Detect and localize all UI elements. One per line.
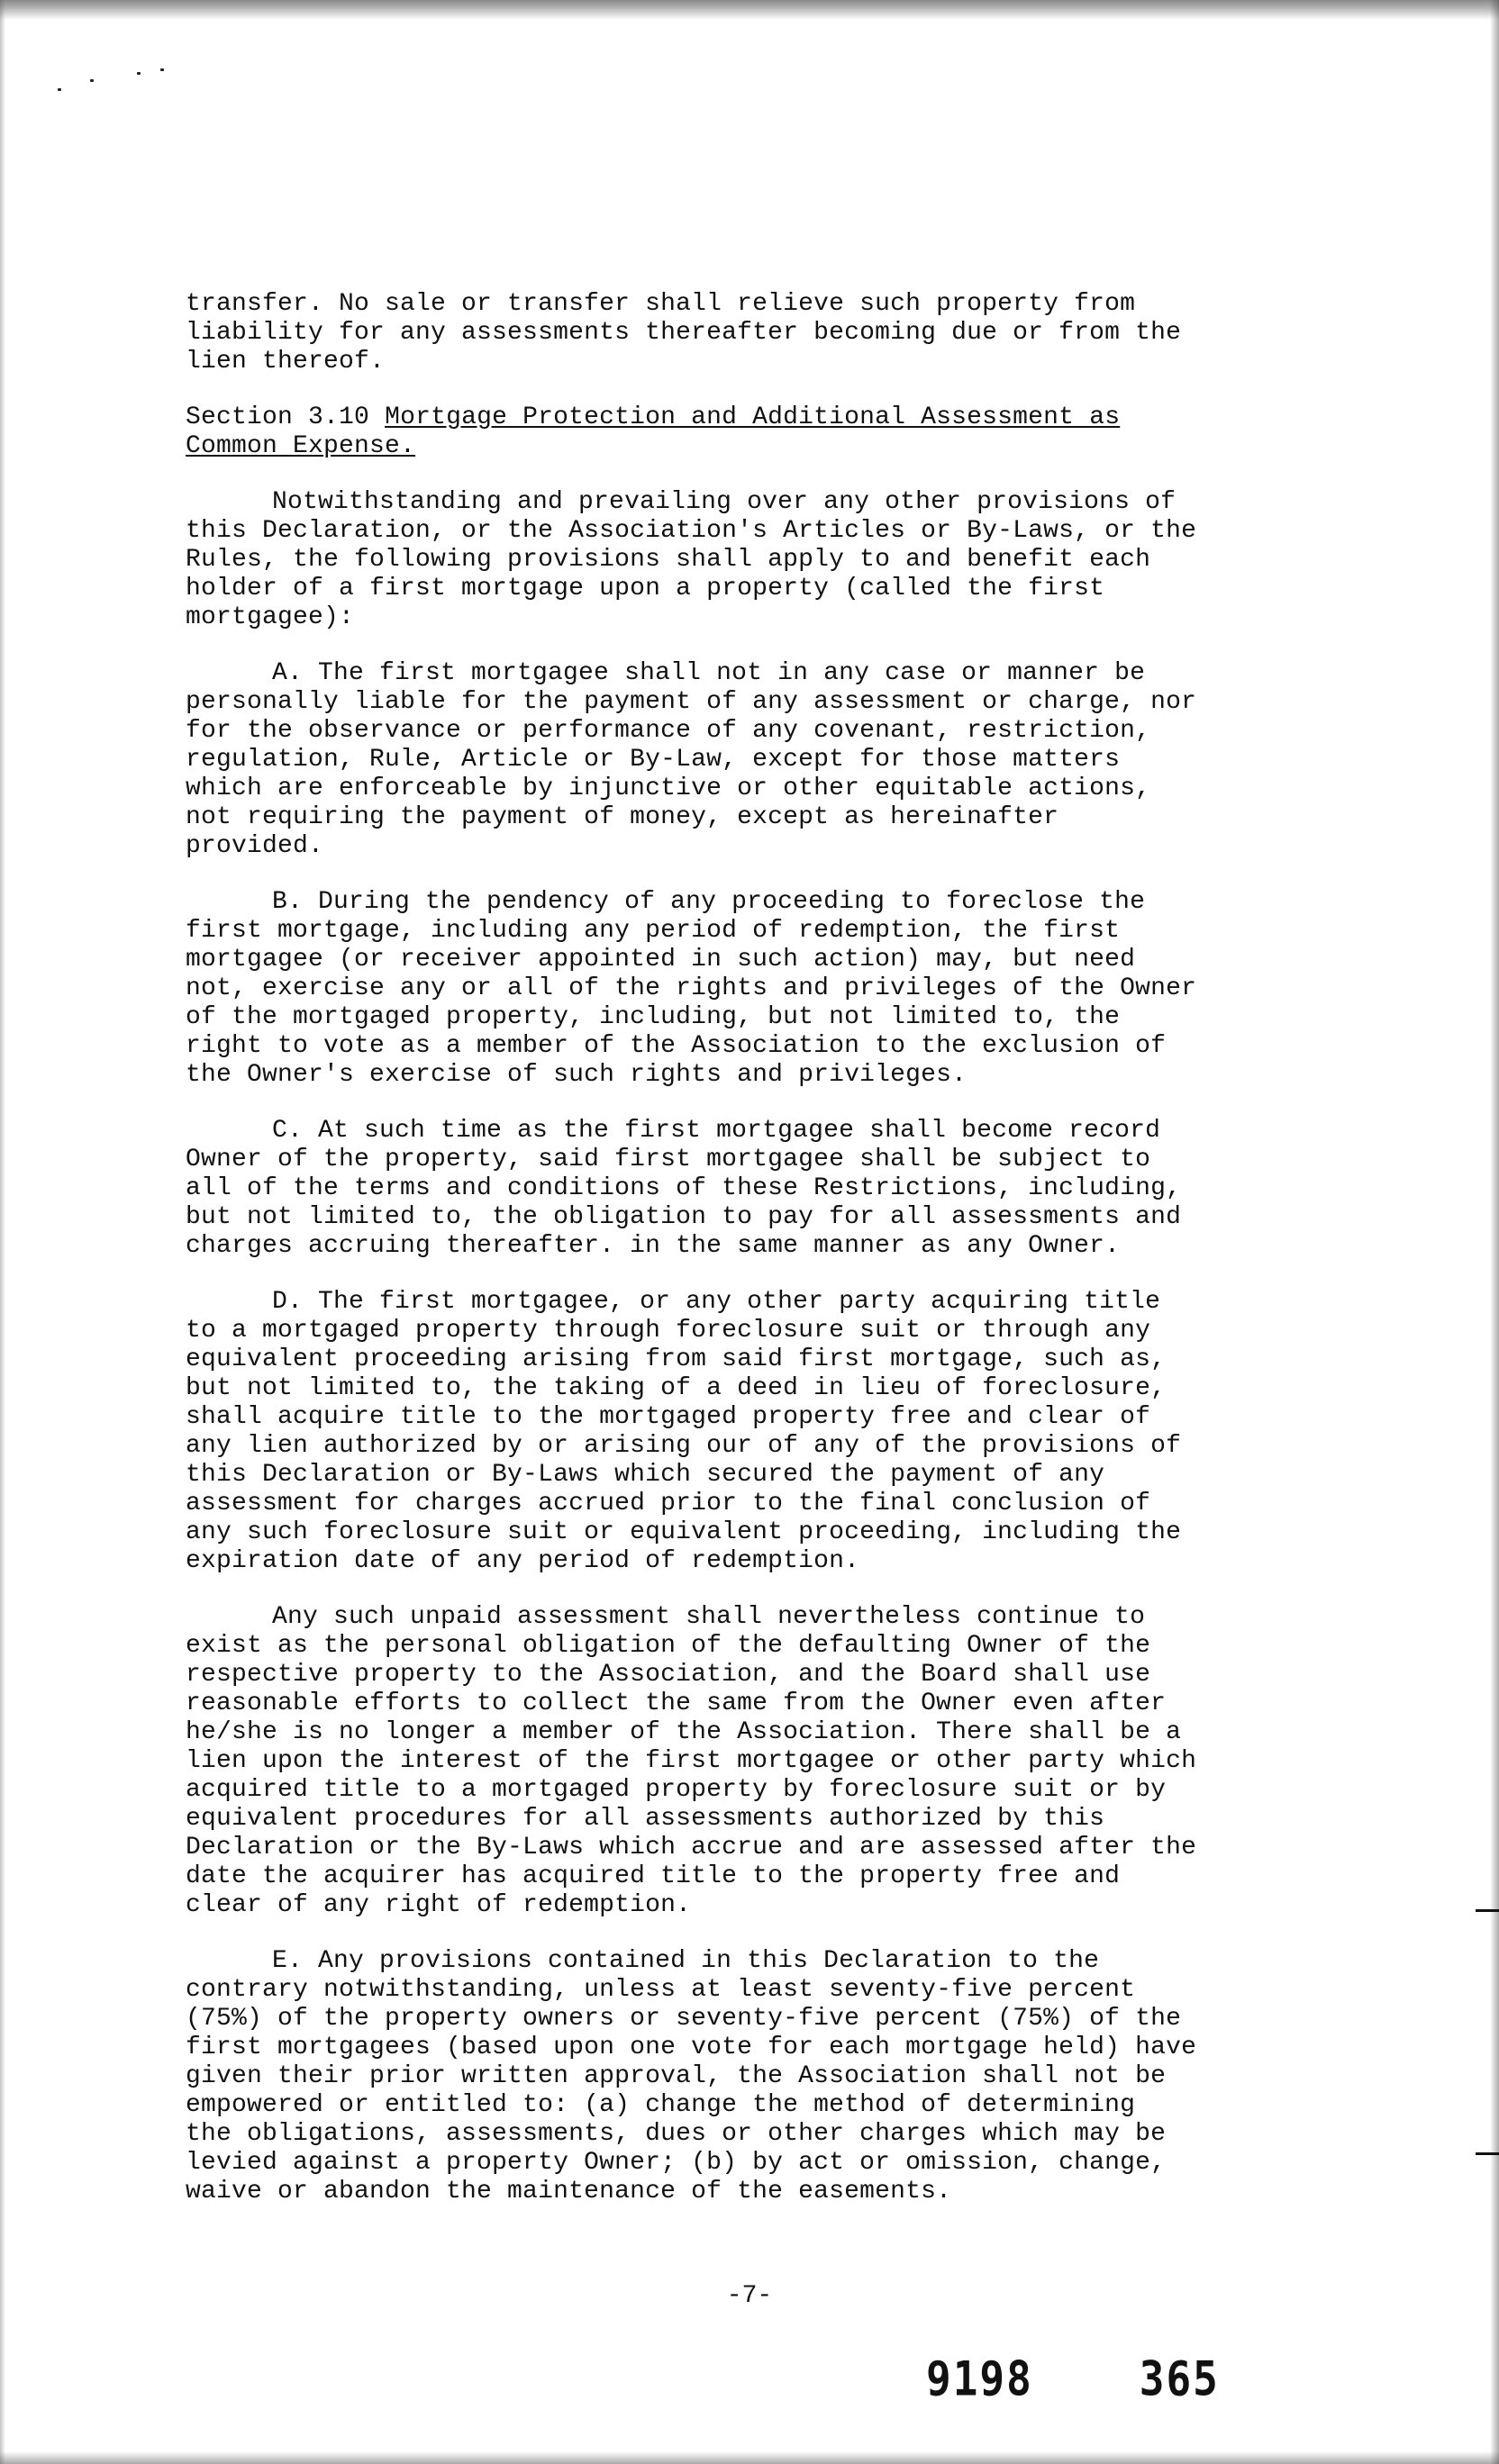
paragraph-b: B. During the pendency of any proceeding to foreclose the first mortgage, including any period of redemption, the first mortgagee (or receiver appointed in such action) may, but need not, exercise any or all of the rights and privileges of the Owner of the mortgaged property, including, but not limited to, the right to vote as a member of the Association to the exclusion of the Owner's exercise of such rights and privileges. bbox=[186, 888, 1197, 1089]
scan-speck bbox=[160, 68, 164, 71]
scan-margin-mark bbox=[1476, 1909, 1499, 1912]
recording-page-number: 365 bbox=[1139, 2351, 1220, 2407]
book-number: 9198 bbox=[926, 2351, 1033, 2407]
page-number: -7- bbox=[726, 2282, 773, 2310]
opening-paragraph: transfer. No sale or transfer shall relieve such property from liability for any assessments thereafter becoming due or from the lien thereof. bbox=[186, 290, 1182, 376]
scan-speck bbox=[90, 79, 94, 82]
scan-speck bbox=[137, 72, 141, 75]
section-title: Mortgage Protection and Additional Assessment as Common Expense. bbox=[186, 403, 1121, 460]
scan-speck bbox=[58, 88, 61, 91]
scan-edge-left bbox=[0, 0, 5, 2464]
document-body bbox=[186, 290, 1339, 2233]
book-page-stamp bbox=[926, 2351, 1220, 2406]
scan-margin-mark bbox=[1476, 2152, 1499, 2155]
paragraph-d: D. The first mortgagee, or any other party acquiring title to a mortgaged property through foreclosure suit or through any equivalent proceeding arising from said first mortgage, such as, but not limited to, the taking of a deed in lieu of foreclosure, shall acquire title to the mortgaged property free and clear of any lien authorized by or arising our of any of the provisions of this Declaration or By-Laws which secured the payment of any assessment for charges accrued prior to the final conclusion of any such foreclosure suit or equivalent proceeding, including the expiration date of any period of redemption. bbox=[186, 1288, 1182, 1575]
paragraph-a: A. The first mortgagee shall not in any case or manner be personally liable for the payment of any assessment or charge, nor for the observance or performance of any covenant, restriction, regulation, Rule, Article or By-Law, except for those matters which are enforceable by injunctive or other equitable actions, not requiring the payment of money, except as hereinafter provided. bbox=[186, 659, 1197, 860]
scan-edge-right bbox=[1490, 0, 1499, 2464]
scan-edge-top bbox=[0, 0, 1499, 20]
section-heading bbox=[186, 403, 1339, 461]
scan-edge-bottom bbox=[0, 2451, 1499, 2464]
paragraph-preamble: Notwithstanding and prevailing over any other provisions of this Declaration, or the Association's Articles or By-Laws, or the Rules, the following provisions shall apply to and benefit each holder of a first mortgage upon a property (called the first mortgagee): bbox=[186, 488, 1197, 631]
paragraph-c: C. At such time as the first mortgagee shall become record Owner of the property, said first mortgagee shall be subject to all of the terms and conditions of these Restrictions, including, but not limited to, the obligation to pay for all assessments and charges accruing thereafter. in the same manner as any Owner. bbox=[186, 1117, 1182, 1260]
paragraph-unpaid-assessment: Any such unpaid assessment shall nevertheless continue to exist as the personal obligation of the defaulting Owner of the respective property to the Association, and the Board shall use reasonable efforts to collect the same from the Owner even after he/she is no longer a member of the Association. There shall be a lien upon the interest of the first mortgagee or other party which acquired title to a mortgaged property by foreclosure suit or by equivalent procedures for all assessments authorized by this Declaration or the By-Laws which accrue and are assessed after the date the acquirer has acquired title to the property free and clear of any right of redemption. bbox=[186, 1603, 1197, 1919]
section-number: Section 3.10 bbox=[186, 403, 370, 431]
paragraph-e: E. Any provisions contained in this Declaration to the contrary notwithstanding, unless at least seventy-five percent (75%) of the property owners or seventy-five percent (75%) of the first mortgagees (based upon one vote for each mortgage held) have given their prior written approval, the Association shall not be empowered or entitled to: (a) change the method of determining the obligations, assessments, dues or other charges which may be levied against a property Owner; (b) by act or omission, change, waive or abandon the maintenance of the easements. bbox=[186, 1947, 1197, 2206]
